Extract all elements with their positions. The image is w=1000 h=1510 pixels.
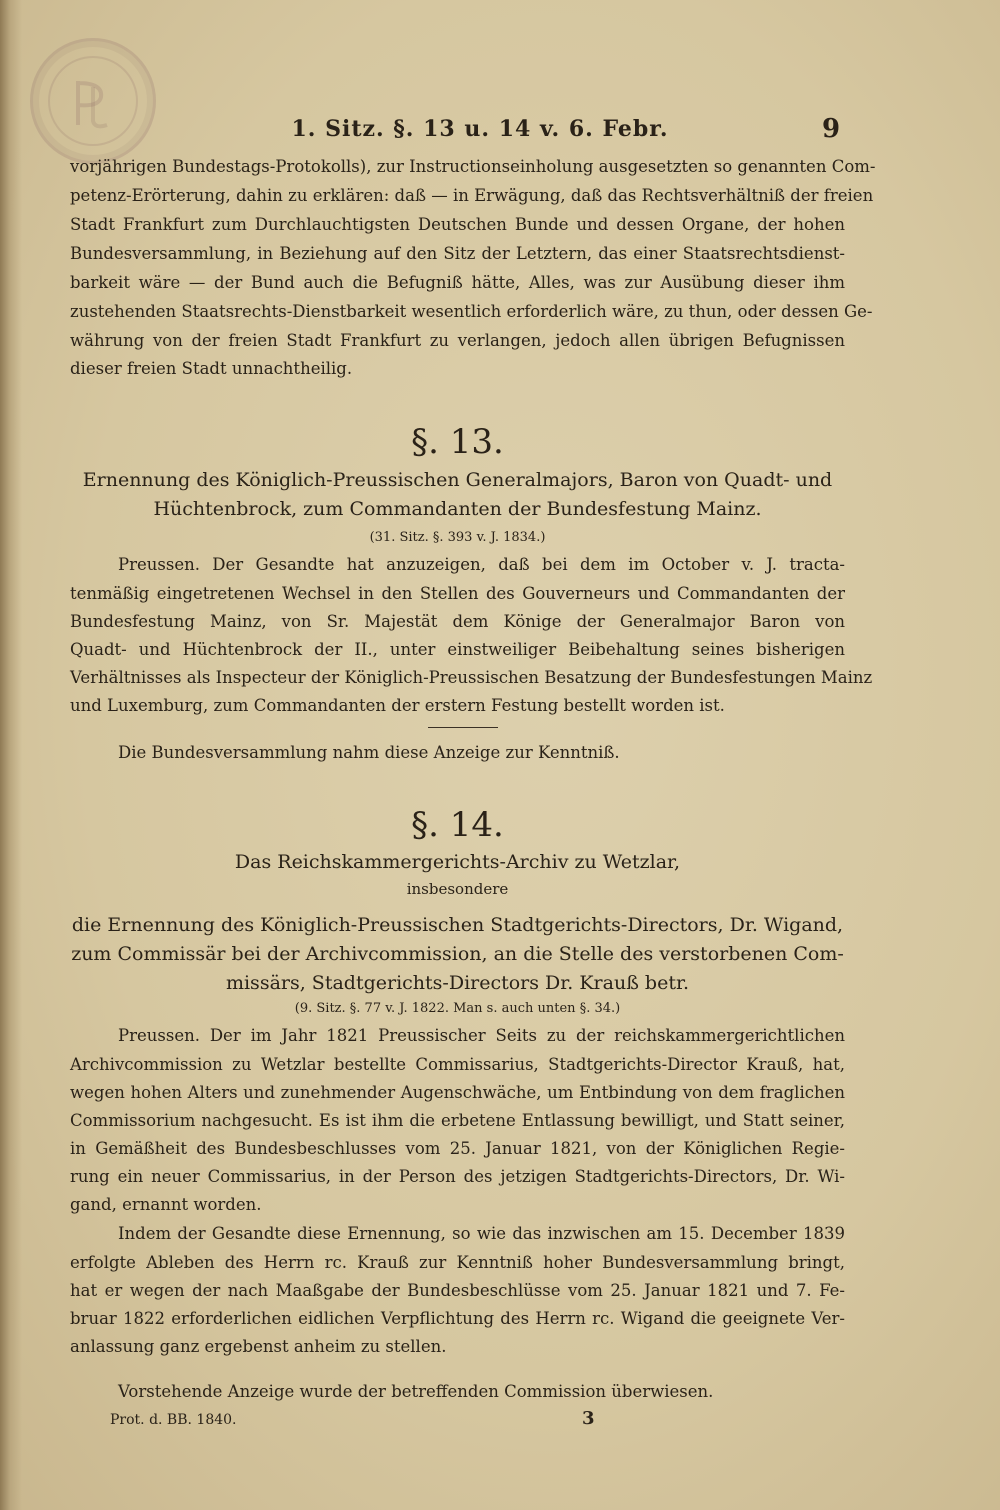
section-14-body2-line: Indem der Gesandte diese Ernennung, so wie das inzwischen am 15. December 1839 bbox=[118, 1224, 845, 1243]
intro-line: barkeit wäre — der Bund auch die Befugniß hätte, Alles, was zur Ausübung dieser ihm bbox=[70, 273, 845, 292]
section-14-heading: §. 14. bbox=[411, 805, 504, 845]
section-14-title: zum Commissär bei der Archivcommission, an die Stelle des verstorbenen Com- bbox=[71, 943, 844, 965]
section-divider bbox=[428, 727, 498, 728]
section-13-body-line: Bundesfestung Mainz, von Sr. Majestät dem Könige der Generalmajor Baron von bbox=[70, 612, 845, 631]
section-14-subtitle: insbesondere bbox=[406, 880, 509, 898]
section-14-body-line: gand, ernannt worden. bbox=[70, 1195, 262, 1214]
footer-protocol-mark: Prot. d. BB. 1840. bbox=[110, 1412, 237, 1428]
intro-line: vorjährigen Bundestags-Protokolls), zur Instructionseinholung ausgesetzten so genannten Com- bbox=[70, 157, 876, 176]
section-14-body2-line: hat er wegen der nach Maaßgabe der Bundesbeschlüsse vom 25. Januar 1821 und 7. Fe- bbox=[70, 1281, 845, 1300]
footer-signature: 3 bbox=[582, 1408, 595, 1429]
section-13-heading: §. 13. bbox=[411, 422, 504, 462]
intro-line: währung von der freien Stadt Frankfurt zu verlangen, jedoch allen übrigen Befugnissen bbox=[70, 331, 845, 350]
section-14-reference: (9. Sitz. §. 77 v. J. 1822. Man s. auch unten §. 34.) bbox=[294, 1001, 621, 1016]
section-14-title: missärs, Stadtgerichts-Directors Dr. Krauß betr. bbox=[225, 972, 690, 994]
intro-line: dieser freien Stadt unnachtheilig. bbox=[70, 359, 353, 378]
section-14-resolution: Vorstehende Anzeige wurde der betreffenden Commission überwiesen. bbox=[118, 1382, 714, 1401]
section-13-body-line: Verhältnisses als Inspecteur der Königlich-Preussischen Besatzung der Bundesfestungen Mainz bbox=[70, 668, 873, 687]
section-14-body-line: in Gemäßheit des Bundesbeschlusses vom 25. Januar 1821, von der Königlichen Regie- bbox=[70, 1139, 845, 1158]
page-gutter-shadow bbox=[0, 0, 22, 1510]
section-13-reference: (31. Sitz. §. 393 v. J. 1834.) bbox=[369, 530, 546, 545]
section-14-body2-line: bruar 1822 erforderlichen eidlichen Verpflichtung des Herrn rc. Wigand die geeignete Ver- bbox=[70, 1309, 845, 1328]
library-stamp-icon bbox=[33, 41, 153, 161]
section-13-body-line: Quadt- und Hüchtenbrock der II., unter einstweiliger Beibehaltung seines bisherigen bbox=[70, 640, 845, 659]
section-14-body-line: Preussen. Der im Jahr 1821 Preussischer Seits zu der reichskammergerichtlichen bbox=[118, 1026, 845, 1045]
running-head: 1. Sitz. §. 13 u. 14 v. 6. Febr. bbox=[291, 116, 669, 142]
intro-line: Stadt Frankfurt zum Durchlauchtigsten Deutschen Bunde und dessen Organe, der hohen bbox=[70, 215, 845, 234]
section-14-body-line: rung ein neuer Commissarius, in der Person des jetzigen Stadtgerichts-Directors, Dr. Wi- bbox=[70, 1167, 845, 1186]
section-14-body-line: wegen hohen Alters und zunehmender Augenschwäche, um Entbindung von dem fraglichen bbox=[70, 1083, 845, 1102]
section-13-body-line: und Luxemburg, zum Commandanten der erstern Festung bestellt worden ist. bbox=[70, 696, 725, 715]
section-14-title: die Ernennung des Königlich-Preussischen Stadtgerichts-Directors, Dr. Wigand, bbox=[71, 914, 844, 936]
section-13-title: Ernennung des Königlich-Preussischen Generalmajors, Baron von Quadt- und bbox=[82, 469, 833, 491]
section-14-body-line: Archivcommission zu Wetzlar bestellte Commissarius, Stadtgerichts-Director Krauß, hat, bbox=[70, 1055, 845, 1074]
section-13-body-line: tenmäßig eingetretenen Wechsel in den Stellen des Gouverneurs und Commandanten der bbox=[70, 584, 845, 603]
section-13-title: Hüchtenbrock, zum Commandanten der Bundesfestung Mainz. bbox=[153, 498, 762, 520]
section-14-body2-line: erfolgte Ableben des Herrn rc. Krauß zur Kenntniß hoher Bundesversammlung bringt, bbox=[70, 1253, 845, 1272]
section-14-title: Das Reichskammergerichts-Archiv zu Wetzlar, bbox=[234, 851, 681, 873]
intro-line: zustehenden Staatsrechts-Dienstbarkeit wesentlich erforderlich wäre, zu thun, oder dessen Ge- bbox=[70, 302, 873, 321]
section-14-body2-line: anlassung ganz ergebenst anheim zu stellen. bbox=[70, 1337, 447, 1356]
library-stamp bbox=[30, 38, 156, 164]
section-13-resolution: Die Bundesversammlung nahm diese Anzeige zur Kenntniß. bbox=[118, 743, 620, 762]
intro-line: Bundesversammlung, in Beziehung auf den Sitz der Letztern, das einer Staatsrechtsdienst- bbox=[70, 244, 845, 263]
section-14-body-line: Commissorium nachgesucht. Es ist ihm die erbetene Entlassung bewilligt, und Statt seiner, bbox=[70, 1111, 845, 1130]
section-13-body-line: Preussen. Der Gesandte hat anzuzeigen, daß bei dem im October v. J. tracta- bbox=[118, 555, 845, 574]
intro-line: petenz-Erörterung, dahin zu erklären: daß — in Erwägung, daß das Rechtsverhältniß der freien bbox=[70, 186, 874, 205]
page-number: 9 bbox=[822, 114, 841, 144]
